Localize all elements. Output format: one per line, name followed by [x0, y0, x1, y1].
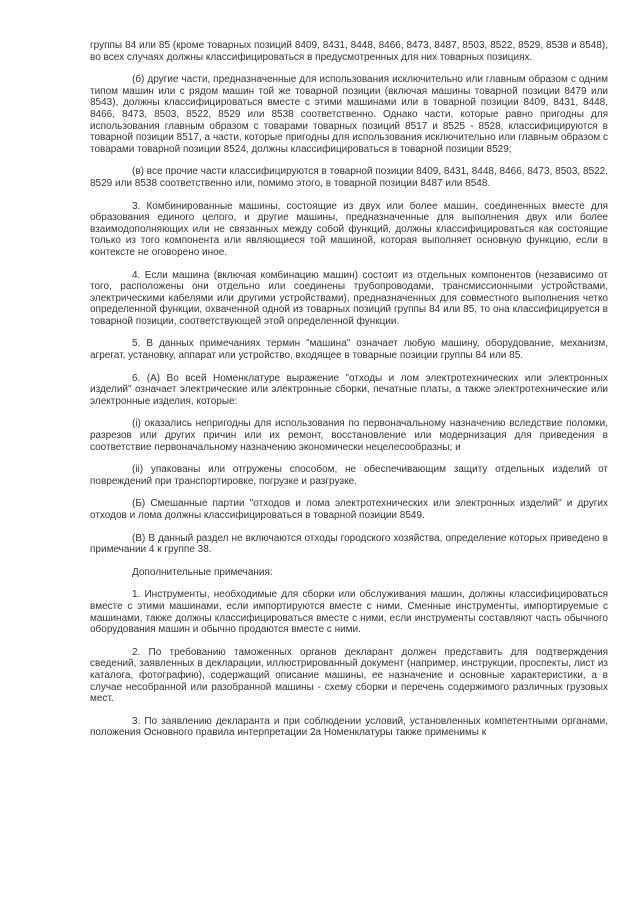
paragraph-additional-note-1: 1. Инструменты, необходимые для сборки или обслуживания машин, должны классифицироваться вместе с этими машинами, если импортируются вместе с ними. Сменные инструменты, импортируемые с машинами, также должны классифицироваться вместе с ними, если инструменты составляют часть обычного оборудования машин и обычно продаются вместе с ними. [90, 589, 608, 636]
paragraph-additional-note-3: 3. По заявлению декларанта и при соблюдении условий, установленных компетентными органами, положения Основного правила интерпретации 2а Номенклатуры также применимы к [90, 715, 608, 739]
paragraph-note-5: 5. В данных примечаниях термин "машина" означает любую машину, оборудование, механизм, агрегат, установку, аппарат или устройство, входящее в товарные позиции группы 84 или 85. [90, 338, 608, 362]
paragraph-note-6a-ii: (ii) упакованы или отгружены способом, не обеспечивающим защиту отдельных изделий от повреждений при транспортировке, погрузке и разгрузке. [90, 464, 608, 487]
paragraph-note-2v: (в) все прочие части классифицируются в товарной позиции 8409, 8431, 8448, 8466, 8473, 8503, 8522, 8529 или 8538 соответственно или, помимо этого, в товарной позиции 8487 или 8548. [90, 166, 608, 189]
paragraph-note-2b: (б) другие части, предназначенные для использования исключительно или главным образом с одним типом машин или с рядом машин той же товарной позиции (включая машины товарной позиции 8479 или 8543), должны классифицироваться вместе с этими машинами или в товарной позиции 8409, 8431, 8448, 8466, 8473, 8503, 8522, 8529 или 8538 соответственно. Однако части, которые равно пригодны для использования главным образом с товарами товарных позиций 8517 и 8525 - 8528, классифицируются в товарной позиции 8517, а части, которые пригодны для использования исключительно или главным образом с товарами товарной позиции 8524, должны классифицироваться в товарной позиции 8529; [90, 74, 608, 155]
paragraph-note-6a-i: (i) оказались непригодны для использования по первоначальному назначению вследствие поломки, разрезов или других причин или их ремонт, восстановление или модернизация для приведения в соответствие первоначальному назначению экономически нецелесообразны; и [90, 418, 608, 453]
paragraph-note-6a: 6. (А) Во всей Номенклатуре выражение "отходы и лом электротехнических или электронных изделий" означает электрические или электронные сборки, печатные платы, а также электротехнические или электронные изделия, которые: [90, 372, 608, 407]
paragraph-additional-note-2: 2. По требованию таможенных органов декларант должен представить для подтверждения сведений, заявленных в декларации, иллюстрированный документ (например, инструкции, проспекты, лист из каталога, фотографию), содержащий описание машины, ее назначение и основные характеристики, а в случае несобранной или разобранной машины - схему сборки и перечень содержимого различных грузовых мест. [90, 646, 608, 705]
paragraph-note-6v: (В) В данный раздел не включаются отходы городского хозяйства, определение которых приведено в примечании 4 к группе 38. [90, 532, 608, 556]
paragraph-note-3: 3. Комбинированные машины, состоящие из двух или более машин, соединенных вместе для образования единого целого, и другие машины, предназначенные для выполнения двух или более взаимодополняющих или не связанных между собой функций, должны классифицироваться как состоящие только из того компонента или являющиеся той машиной, которая выполняет основную функцию, если в контексте не оговорено иное. [90, 200, 608, 258]
paragraph-note-4: 4. Если машина (включая комбинацию машин) состоит из отдельных компонентов (независимо от того, расположены они отдельно или соединены трубопроводами, трансмиссионными устройствами, электрическими кабелями или другими устройствами), предназначенных для совместного выполнения четко определенной функции, охваченной одной из товарных позиций группы 84 или 85, то она классифицируется в товарной позиции, соответствующей этой определенной функции. [90, 269, 608, 327]
paragraph-additional-notes-header: Дополнительные примечания: [132, 566, 273, 578]
paragraph-note-6b: (Б) Смешанные партии "отходов и лома электротехнических или электронных изделий" и других отходов и лома должны классифицироваться в товарной позиции 8549. [90, 498, 608, 521]
paragraph-continuation: группы 84 или 85 (кроме товарных позиций 8409, 8431, 8448, 8466, 8473, 8487, 8503, 8522, 8529, 8538 и 8548), во всех случаях должны классифицироваться в предусмотренных для них товарных позициях. [90, 40, 608, 63]
